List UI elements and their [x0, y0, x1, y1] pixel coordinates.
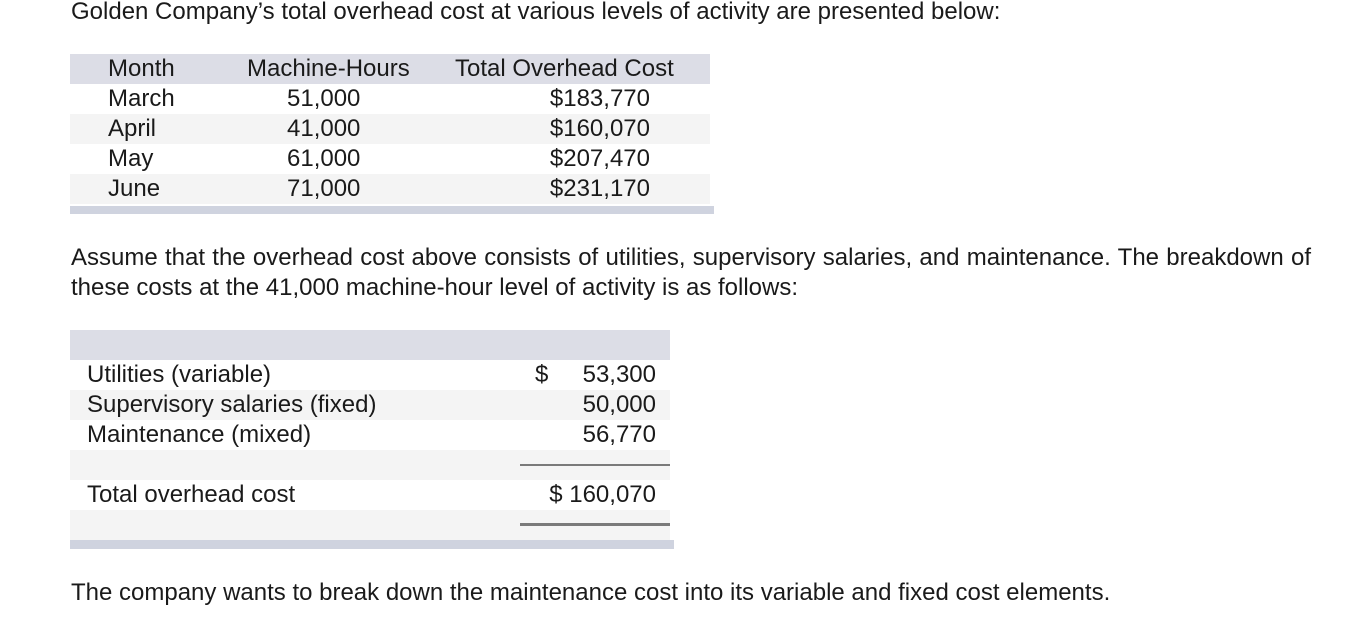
assumption-paragraph: Assume that the overhead cost above consists of utilities, supervisory salaries, and maintenance. The breakdown of these costs at the 41,000 machine-hour level of activity is as follows:	[71, 244, 1311, 301]
cost-item-label: Supervisory salaries (fixed)	[87, 391, 377, 418]
column-header-month: Month	[108, 55, 175, 82]
table-row	[70, 84, 710, 114]
total-row	[70, 480, 670, 510]
closing-paragraph: The company wants to break down the maintenance cost into its variable and fixed cost elements.	[71, 579, 1111, 606]
cost-item-amount: 50,000	[582, 391, 656, 418]
total-amount: $ 160,070	[549, 481, 656, 508]
total-overhead-cost-cell: $160,070	[549, 115, 650, 142]
machine-hours-cell: 51,000	[287, 85, 361, 112]
cost-item-label: Maintenance (mixed)	[87, 421, 312, 448]
column-header-machine-hours: Machine-Hours	[247, 55, 410, 82]
total-overhead-cost-cell: $183,770	[549, 85, 650, 112]
month-cell: May	[108, 145, 154, 172]
intro-paragraph: Golden Company’s total overhead cost at various levels of activity are presented below:	[71, 0, 1001, 25]
cost-item-label: Utilities (variable)	[87, 361, 272, 388]
cost-item-row	[70, 360, 670, 390]
total-double-underline	[520, 523, 670, 526]
subtotal-underline	[520, 464, 670, 466]
cost-item-row	[70, 390, 670, 420]
cost-item-row	[70, 420, 670, 450]
table-bottom-border	[70, 540, 674, 549]
table-header-row	[70, 54, 710, 84]
machine-hours-cell: 41,000	[287, 115, 361, 142]
total-overhead-cost-cell: $207,470	[549, 145, 650, 172]
month-cell: March	[108, 85, 175, 112]
month-cell: April	[108, 115, 157, 142]
table-bottom-border	[70, 206, 714, 214]
table-row	[70, 114, 710, 144]
month-cell: June	[108, 175, 161, 202]
total-label: Total overhead cost	[87, 481, 296, 508]
machine-hours-cell: 61,000	[287, 145, 361, 172]
total-overhead-cost-cell: $231,170	[549, 175, 650, 202]
column-header-total-overhead-cost: Total Overhead Cost	[455, 55, 674, 82]
machine-hours-cell: 71,000	[287, 175, 361, 202]
cost-item-amount: 56,770	[582, 421, 656, 448]
cost-item-amount: 53,300	[582, 361, 656, 388]
table-row	[70, 144, 710, 174]
table-header-band	[70, 330, 670, 360]
currency-symbol: $	[535, 361, 549, 388]
table-row	[70, 174, 710, 204]
